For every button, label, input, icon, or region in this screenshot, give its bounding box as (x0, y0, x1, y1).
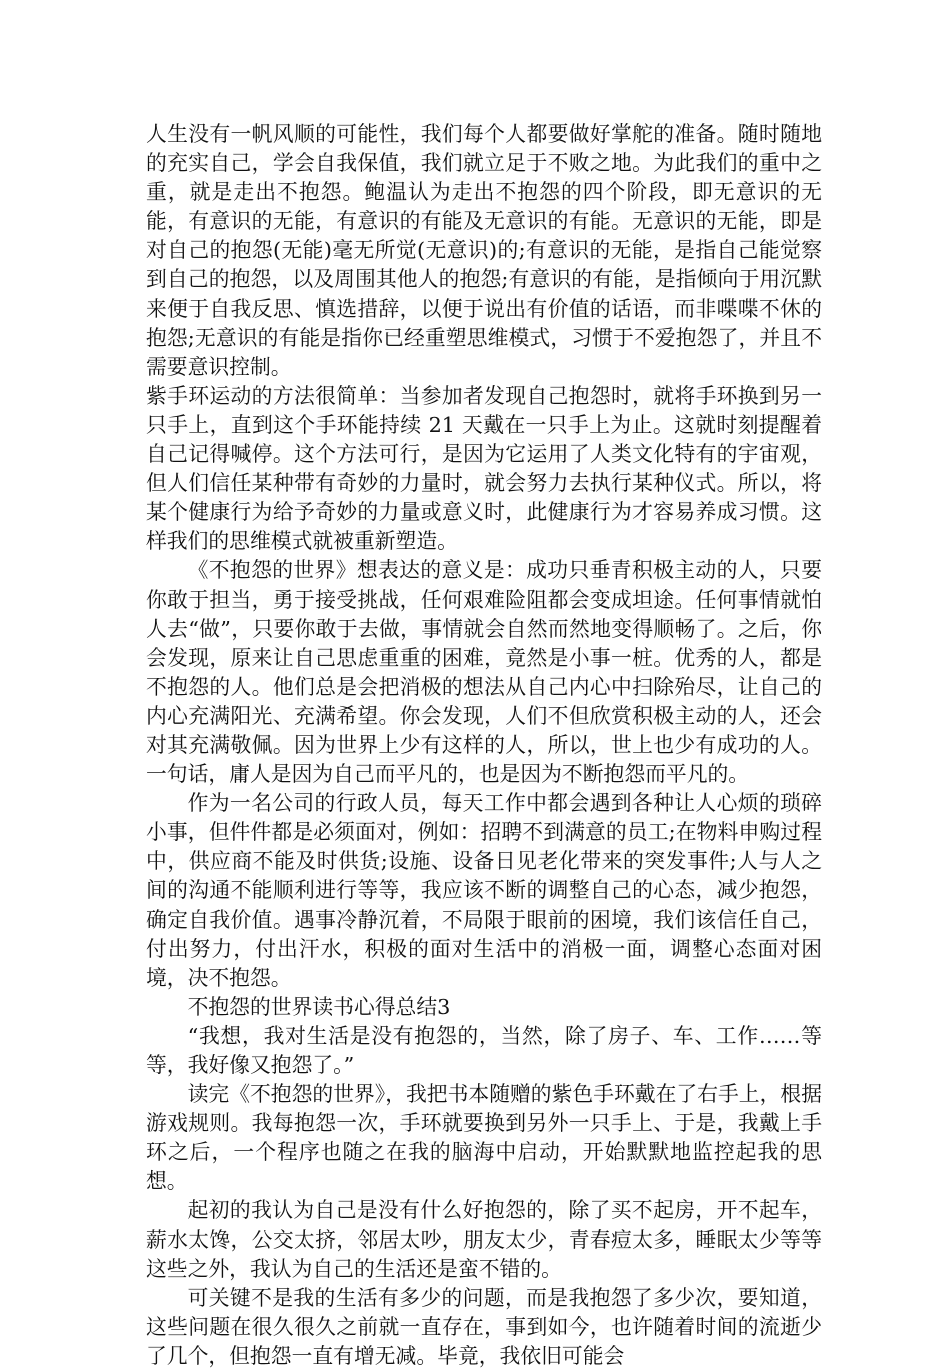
section-heading: 不抱怨的世界读书心得总结3 (187, 994, 451, 1019)
paragraph-admin-work: 作为一名公司的行政人员，每天工作中都会遇到各种让人心烦的琐碎小事，但件件都是必须面对，例如：招聘不到满意的员工;在物料申购过程中，供应商不能及时供货;设施、设备日见老化带来的突发事件;人与人之间的沟通不能顺利进行等等，我应该不断的调整自己的心态，减少抱怨，确定自我价值。遇事冷静沉着，不局限于眼前的困境，我们该信任自己，付出努力，付出汗水，积极的面对生活中的消极一面，调整心态面对困境，决不抱怨。 (146, 791, 822, 990)
paragraph-initially: 起初的我认为自己是没有什么好抱怨的，除了买不起房，开不起车，薪水太馋，公交太挤，邻居太吵，朋友太少，青春痘太多，睡眠太少等等这些之外，我认为自己的生活还是蛮不错的。 (146, 1198, 822, 1281)
paragraph-purple-bracelet: 紫手环运动的方法很简单：当参加者发现自己抱怨时，就将手环换到另一只手上，直到这个手环能持续 21 天戴在一只手上为止。这就时刻提醒着自己记得喊停。这个方法可行，是因为它运用了人类文化特有的宇宙观，但人们信任某种带有奇妙的力量时，就会努力去执行某种仪式。所以，将某个健康行为给予奇妙的力量或意义时，此健康行为才容易养成习惯。这样我们的思维模式就被重新塑造。 (146, 383, 822, 554)
paragraph-reading: 读完《不抱怨的世界》，我把书本随赠的紫色手环戴在了右手上，根据游戏规则。我每抱怨一次，手环就要换到另外一只手上、于是，我戴上手环之后，一个程序也随之在我的脑海中启动，开始默默地监控起我的思想。 (146, 1082, 822, 1194)
document-body (146, 120, 822, 1371)
paragraph-book-meaning: 《不抱怨的世界》想表达的意义是：成功只垂青积极主动的人，只要你敢于担当，勇于接受挑战，任何艰难险阻都会变成坦途。任何事情就怕人去“做”，只要你敢于去做，事情就会自然而然地变得顺畅了。之后，你会发现，原来让自己思虑重重的困难，竟然是小事一桩。优秀的人，都是不抱怨的人。他们总是会把消极的想法从自己内心中扫除殆尽，让自己的内心充满阳光、充满希望。你会发现，人们不但欣赏积极主动的人，还会对其充满敬佩。因为世界上少有这样的人，所以，世上也少有成功的人。一句话，庸人是因为自己而平凡的，也是因为不断抱怨而平凡的。 (146, 558, 822, 787)
paragraph-quote: “我想，我对生活是没有抱怨的，当然，除了房子、车、工作……等等，我好像又抱怨了。” (146, 1023, 822, 1077)
paragraph-key-point: 可关键不是我的生活有多少的问题，而是我抱怨了多少次，要知道，这些问题在很久很久之前就一直存在，事到如今，也许随着时间的流逝少了几个，但抱怨一直有增无减。毕竟，我依旧可能会 (146, 1285, 822, 1368)
paragraph-stages: 人生没有一帆风顺的可能性，我们每个人都要做好掌舵的准备。随时随地的充实自己，学会自我保值，我们就立足于不败之地。为此我们的重中之重，就是走出不抱怨。鲍温认为走出不抱怨的四个阶段，即无意识的无能，有意识的无能，有意识的有能及无意识的有能。无意识的无能，即是对自己的抱怨(无能)毫无所觉(无意识)的;有意识的无能，是指自己能觉察到自己的抱怨，以及周围其他人的抱怨;有意识的有能，是指倾向于用沉默来便于自我反思、慎选措辞，以便于说出有价值的话语，而非喋喋不休的抱怨;无意识的有能是指你已经重塑思维模式，习惯于不爱抱怨了，并且不需要意识控制。 (146, 122, 822, 379)
